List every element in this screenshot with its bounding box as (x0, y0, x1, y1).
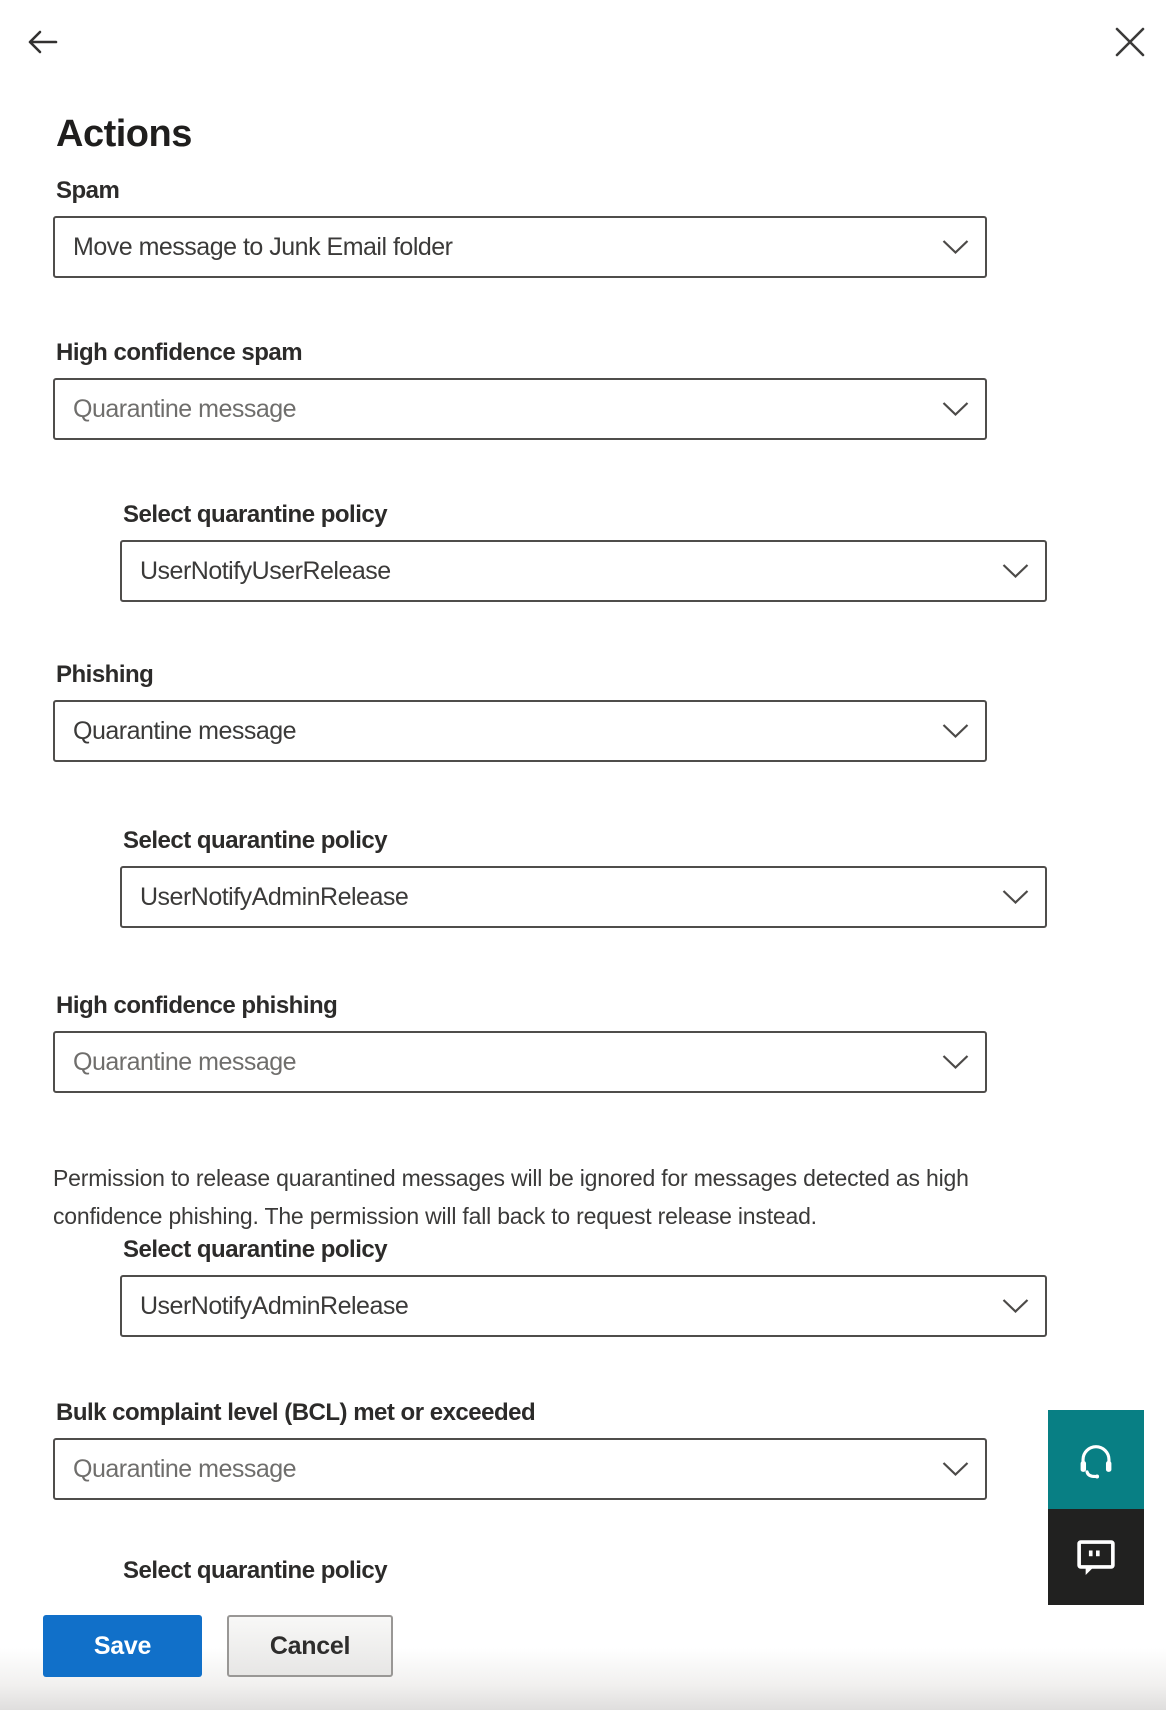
field-label: High confidence phishing (56, 992, 338, 1019)
dropdown-selected-value: UserNotifyUserRelease (140, 556, 391, 585)
close-icon (1110, 22, 1150, 62)
form-field (120, 826, 1047, 928)
cancel-button[interactable]: Cancel (227, 1615, 393, 1677)
dropdown-selected-value: UserNotifyAdminRelease (140, 1291, 409, 1320)
chevron-down-icon (1002, 1299, 1029, 1314)
field-label: Select quarantine policy (123, 827, 388, 854)
chevron-down-icon (942, 240, 969, 255)
feedback-button[interactable] (1048, 1509, 1144, 1605)
dropdown-select[interactable] (53, 1031, 987, 1093)
field-label: Select quarantine policy (123, 501, 388, 528)
dropdown-select[interactable] (53, 378, 987, 440)
field-label: Spam (56, 177, 120, 204)
help-button[interactable] (1048, 1410, 1144, 1509)
dropdown-select[interactable] (120, 540, 1047, 602)
page-title: Actions (56, 113, 192, 156)
back-button[interactable] (22, 22, 62, 62)
field-label: Phishing (56, 661, 154, 688)
feedback-speech-bubble-icon (1073, 1534, 1119, 1580)
dropdown-selected-value: Quarantine message (73, 716, 297, 745)
dropdown-selected-value: Quarantine message (73, 394, 297, 423)
dropdown-selected-value: Quarantine message (73, 1047, 297, 1076)
dropdown-select[interactable] (120, 866, 1047, 928)
dropdown-select[interactable] (53, 216, 987, 278)
field-label: Bulk complaint level (BCL) met or exceeded (56, 1399, 536, 1426)
chevron-down-icon (1002, 890, 1029, 905)
dropdown-select[interactable] (53, 1438, 987, 1500)
dropdown-select[interactable] (120, 1275, 1047, 1337)
chevron-down-icon (942, 724, 969, 739)
save-button[interactable]: Save (43, 1615, 202, 1677)
dropdown-selected-value: Move message to Junk Email folder (73, 232, 453, 261)
high-confidence-phishing-note: Permission to release quarantined messages will be ignored for messages detected as high confidence phishing. The permission will fall back to request release instead. (53, 1165, 969, 1229)
form-field (53, 1398, 987, 1500)
dropdown-selected-value: Quarantine message (73, 1454, 297, 1483)
form-field (53, 176, 987, 278)
form-field (120, 500, 1047, 602)
chevron-down-icon (1002, 564, 1029, 579)
close-button[interactable] (1110, 22, 1150, 62)
field-label: High confidence spam (56, 339, 303, 366)
chevron-down-icon (942, 1462, 969, 1477)
chevron-down-icon (942, 402, 969, 417)
chevron-down-icon (942, 1055, 969, 1070)
dropdown-selected-value: UserNotifyAdminRelease (140, 882, 409, 911)
field-label: Select quarantine policy (123, 1236, 388, 1263)
headset-icon (1075, 1439, 1117, 1481)
form-field (53, 660, 987, 762)
form-field (53, 991, 987, 1093)
back-arrow-icon (22, 22, 62, 62)
dropdown-select[interactable] (53, 700, 987, 762)
form-field (120, 1235, 1047, 1337)
field-label: Select quarantine policy (123, 1557, 388, 1584)
form-field (53, 338, 987, 440)
